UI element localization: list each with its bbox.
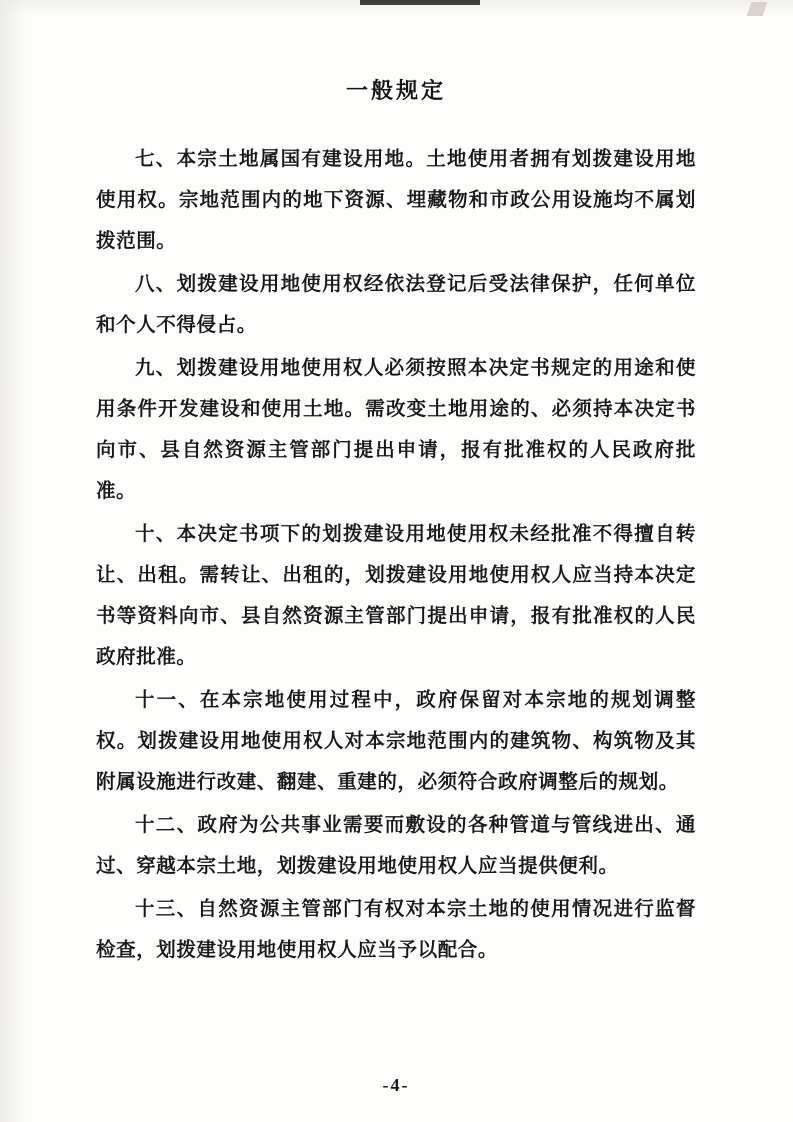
document-content: [96, 0, 696, 1122]
page-title: 一般规定: [345, 78, 446, 103]
paragraph: 七、本宗土地属国有建设用地。土地使用者拥有划拨建设用地使用权。宗地范围内的地下资源、埋藏物和市政公用设施均不属划拨范围。: [96, 149, 696, 252]
document-body: [96, 139, 696, 971]
scan-edge-shadow-left: [0, 0, 26, 1122]
paragraph: 九、划拨建设用地使用权人必须按照本决定书规定的用途和使用条件开发建设和使用土地。需改变土地用途的、必须持本决定书向市、县自然资源主管部门提出申请，报有批准权的人民政府批准。: [96, 358, 696, 502]
paragraph: 十、本决定书项下的划拨建设用地使用权未经批准不得擅自转让、出租。需转让、出租的，划拨建设用地使用权人应当持本决定书等资料向市、县自然资源主管部门提出申请，报有批准权的人民政府批准。: [96, 524, 696, 668]
paragraph: 十三、自然资源主管部门有权对本宗土地的使用情况进行监督检查，划拨建设用地使用权人应当予以配合。: [96, 899, 696, 961]
paragraph: 八、划拨建设用地使用权经依法登记后受法律保护，任何单位和个人不得侵占。: [96, 274, 696, 336]
paragraph: 十二、政府为公共事业需要而敷设的各种管道与管线进出、通过、穿越本宗土地，划拨建设用地使用权人应当提供便利。: [96, 815, 696, 877]
paragraph: 十一、在本宗地使用过程中，政府保留对本宗地的规划调整权。划拨建设用地使用权人对本宗地范围内的建筑物、构筑物及其附属设施进行改建、翻建、重建的，必须符合政府调整后的规划。: [96, 690, 696, 793]
page-number: -4-: [382, 1075, 410, 1095]
